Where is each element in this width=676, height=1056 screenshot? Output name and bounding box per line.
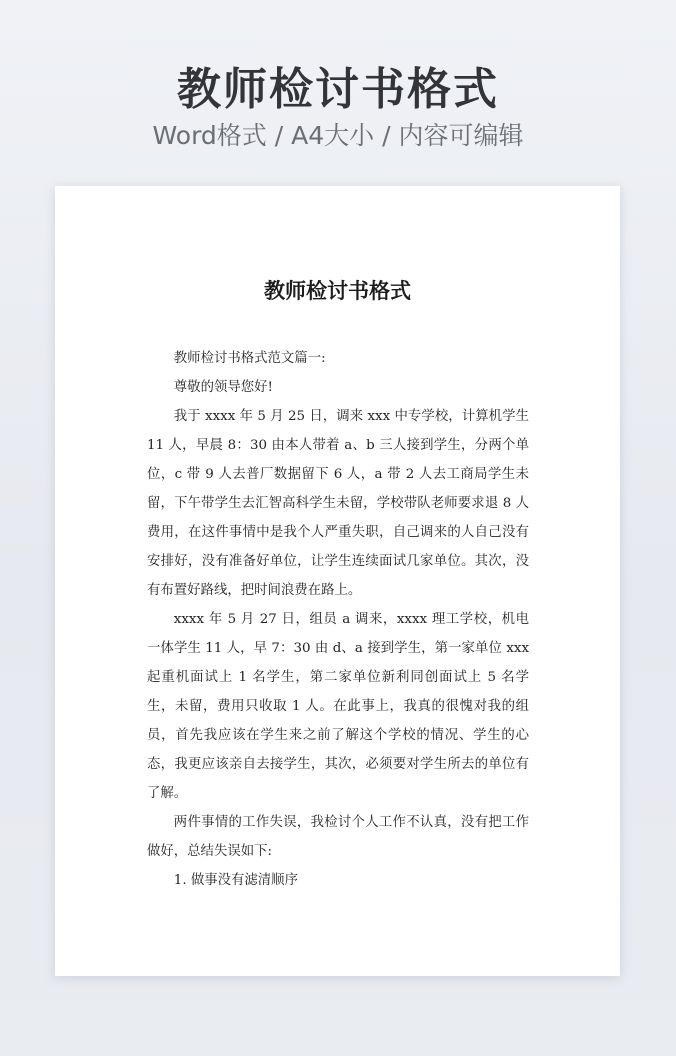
doc-paragraph-heading: 教师检讨书格式范文篇一: — [173, 351, 326, 366]
doc-paragraph-incident-2: xxxx 年 5 月 27 日，组员 a 调来，xxxx 理工学校，机电一体学生 11 人，早 7：30 由 d、a 接到学生，第一家单位 xxx 起重机面试上 1 名学生，第二家单位新利同创面试上 5 名学生，未留，费用只收取 1 人。在此事上，我真的很愧对我的组员，首先我应该在学生来之前了解这个学校的情况、学生的心态，我更应该亲自去接学生，其次，必须要对学生所去的单位有了解。 — [147, 612, 529, 801]
document-page — [55, 186, 620, 976]
doc-paragraph-summary: 两件事情的工作失误，我检讨个人工作不认真，没有把工作做好，总结失误如下: — [147, 815, 529, 859]
banner-title: 教师检讨书格式 — [177, 64, 499, 115]
banner-subtitle: Word格式 / A4大小 / 内容可编辑 — [152, 121, 524, 150]
doc-paragraph-list-item-1: 1. 做事没有滤清顺序 — [173, 873, 298, 888]
doc-paragraph-salutation: 尊敬的领导您好! — [173, 380, 273, 395]
document-body — [147, 344, 529, 895]
doc-paragraph-incident-1: 我于 xxxx 年 5 月 25 日，调来 xxx 中专学校，计算机学生 11 人，早晨 8：30 由本人带着 a、b 三人接到学生，分两个单位，c 带 9 人去普厂数据留下 6 人，a 带 2 人去工商局学生未留，下午带学生去汇智高科学生未留，学校带队老师要求退 8 人费用，在这件事情中是我个人严重失职，自己调来的人自己没有安排好，没有准备好单位，让学生连续面试几家单位。其次，没有布置好路线，把时间浪费在路上。 — [147, 409, 529, 598]
document-title: 教师检讨书格式 — [264, 278, 411, 303]
